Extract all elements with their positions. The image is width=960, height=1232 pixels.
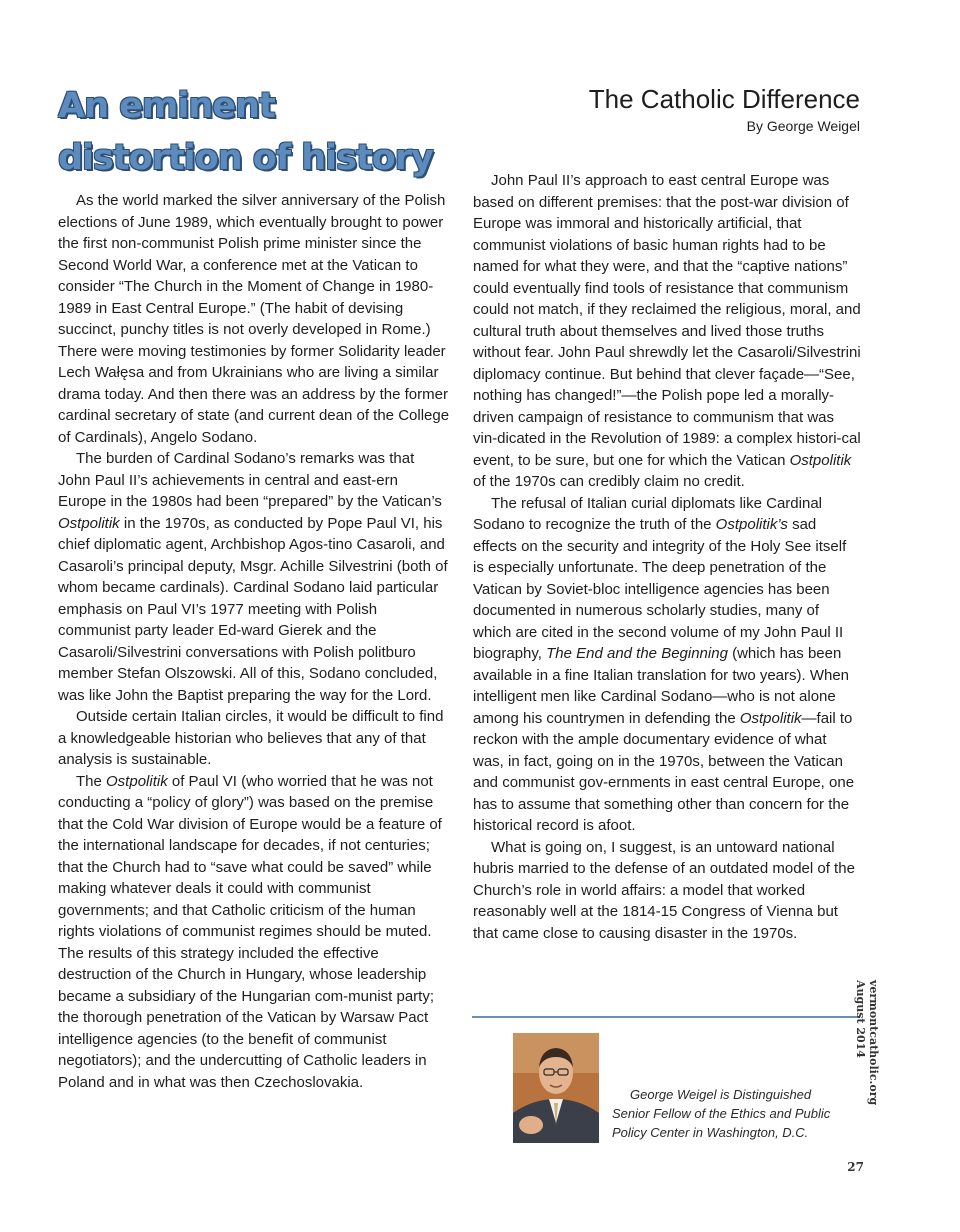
article-paragraph: [473, 493, 861, 837]
headline-line-1: An eminent: [58, 86, 275, 126]
article-paragraph: [473, 170, 861, 493]
italic-text-run: Ostpolitik’s: [715, 516, 788, 533]
article-paragraph: [58, 706, 450, 771]
author-portrait-illustration: [513, 1033, 599, 1143]
italic-text-run: Ostpolitik: [789, 451, 852, 469]
article-paragraph: [58, 448, 450, 706]
text-run: (which has been available in a fine Italian translation for two years). When intelligent men like Cardinal Sodano—who is not alone among his countrymen in defending the: [473, 645, 850, 727]
headline-line-2: distortion of history: [58, 138, 433, 178]
article-headline: [58, 80, 458, 184]
column-title: The Catholic Difference: [588, 84, 860, 114]
article-paragraph: [58, 190, 450, 448]
divider-rule: [472, 1016, 860, 1018]
text-run: Outside certain Italian circles, it would be difficult to find a knowledgeable historian who believes that any of that analysis is sustainable.: [58, 708, 444, 768]
italic-text-run: Ostpolitik: [106, 772, 168, 790]
text-run: What is going on, I suggest, is an untoward national hubris married to the defense of an outdated model of the Church’s role in world affairs: a model that worked reasonably well at the 1814-15 Congress of Vienna but that came close to causing disaster in the 1970s.: [473, 838, 855, 942]
text-run: The: [76, 772, 107, 790]
text-run: John Paul II’s approach to east central Europe was based on different premises: that the post-war division of Europe was immoral and historically artificial, that communist violations of basic human rights had to be named for what they were, and that the “captive nations” could eventually find tools of resistance that communism could not match, if they reclaimed the religious, moral, and cultural truth about themselves and lived those truths without fear. John Paul shrewdly let the Casaroli/Silvestrini diplomacy continue. But behind that clever façade—“See, nothing has changed!”—the Polish pope led a morally-driven campaign of resistance to communism that was vin-dicated in the Revolution of 1989: a complex histori-cal event, to be sure, but one for which the Vatican: [473, 172, 861, 469]
text-run: of Paul VI (who worried that he was not conducting a “policy of glory”) was based on the premise that the Cold War division of Europe would be a feature of the international landscape for decades, if not centuries; that the Church had to “save what could be saved” while making whatever deals it could with communist governments; and that Catholic criticism of the human rights violations of communist regimes should be muted. The results of this strategy included the effective destruction of the Church in Hungary, whose leadership became a subsidiary of the Hungarian com-munist party; the thorough penetration of the Vatican by Warsaw Pact intelligence agencies (to the benefit of communist negotiators); and the undercutting of Catholic leaders in Poland and in what was then Czechoslovakia.: [58, 772, 442, 1091]
italic-text-run: Ostpolitik: [58, 514, 120, 532]
author-bio: [612, 1085, 832, 1142]
text-run: As the world marked the silver anniversary of the Polish elections of June 1989, which eventually brought to power the first non-communist Polish prime minister since the Second World War, a conference met at the Vatican to consider “The Church in the Moment of Change in 1980-1989 in East Central Europe.” (The habit of devising succinct, punchy titles is not overly developed in Rome.) There were moving testimonies by former Solidarity leader Lech Wałęsa and from Ukrainians who are living a similar drama today. And then there was an address by the former cardinal secretary of state (and current dean of the College of Cardinals), Angelo Sodano.: [58, 192, 450, 446]
left-text-column: [58, 190, 450, 1093]
article-paragraph: [473, 837, 861, 945]
text-run: in the 1970s, as conducted by Pope Paul VI, his chief diplomatic agent, Archbishop Agos-tino Casaroli, and Casaroli’s principal deputy, Msgr. Achille Silvestrini (both of whom became cardinals). Cardinal Sodano laid particular emphasis on Paul VI’s 1977 meeting with Polish communist party leader Ed-ward Gierek and the Casaroli/Silvestrini conversations with Polish politburo member Stefan Olszowski. All of this, Sodano concluded, was like John the Baptist preparing the way for the Lord.: [58, 514, 448, 704]
italic-text-run: The End and the Beginning: [546, 645, 728, 662]
right-text-column: [473, 170, 861, 944]
italic-text-run: Ostpolitik: [739, 709, 802, 727]
article-paragraph: [58, 771, 450, 1094]
author-photo: [513, 1033, 599, 1143]
page-number: 27: [847, 1160, 864, 1174]
side-publication-info: vermontcatholic.org August 2014: [854, 980, 880, 1106]
author-bio-text: George Weigel is Distinguished Senior Fellow of the Ethics and Public Policy Center in Washington, D.C.: [612, 1087, 831, 1140]
text-run: —fail to reckon with the ample documentary evidence of what was, in fact, going on in the 1970s, between the Vatican and communist gov-ernments in east central Europe, one has to assume that something other than concern for the historical record is afoot.: [473, 709, 855, 834]
text-run: of the 1970s can credibly claim no credit.: [473, 473, 745, 490]
byline: By George Weigel: [746, 118, 860, 134]
text-run: The burden of Cardinal Sodano’s remarks was that John Paul II’s achievements in central and east-ern Europe in the 1980s had been “prepared” by the Vatican’s: [58, 450, 442, 510]
text-run: sad effects on the security and integrity of the Holy See itself is especially unfortunate. The deep penetration of the Vatican by Soviet-bloc intelligence agencies has been documented in numerous scholarly studies, many of which are cited in the second volume of my John Paul II biography,: [473, 516, 847, 662]
text-run: The refusal of Italian curial diplomats like Cardinal Sodano to recognize the truth of the: [473, 494, 822, 533]
